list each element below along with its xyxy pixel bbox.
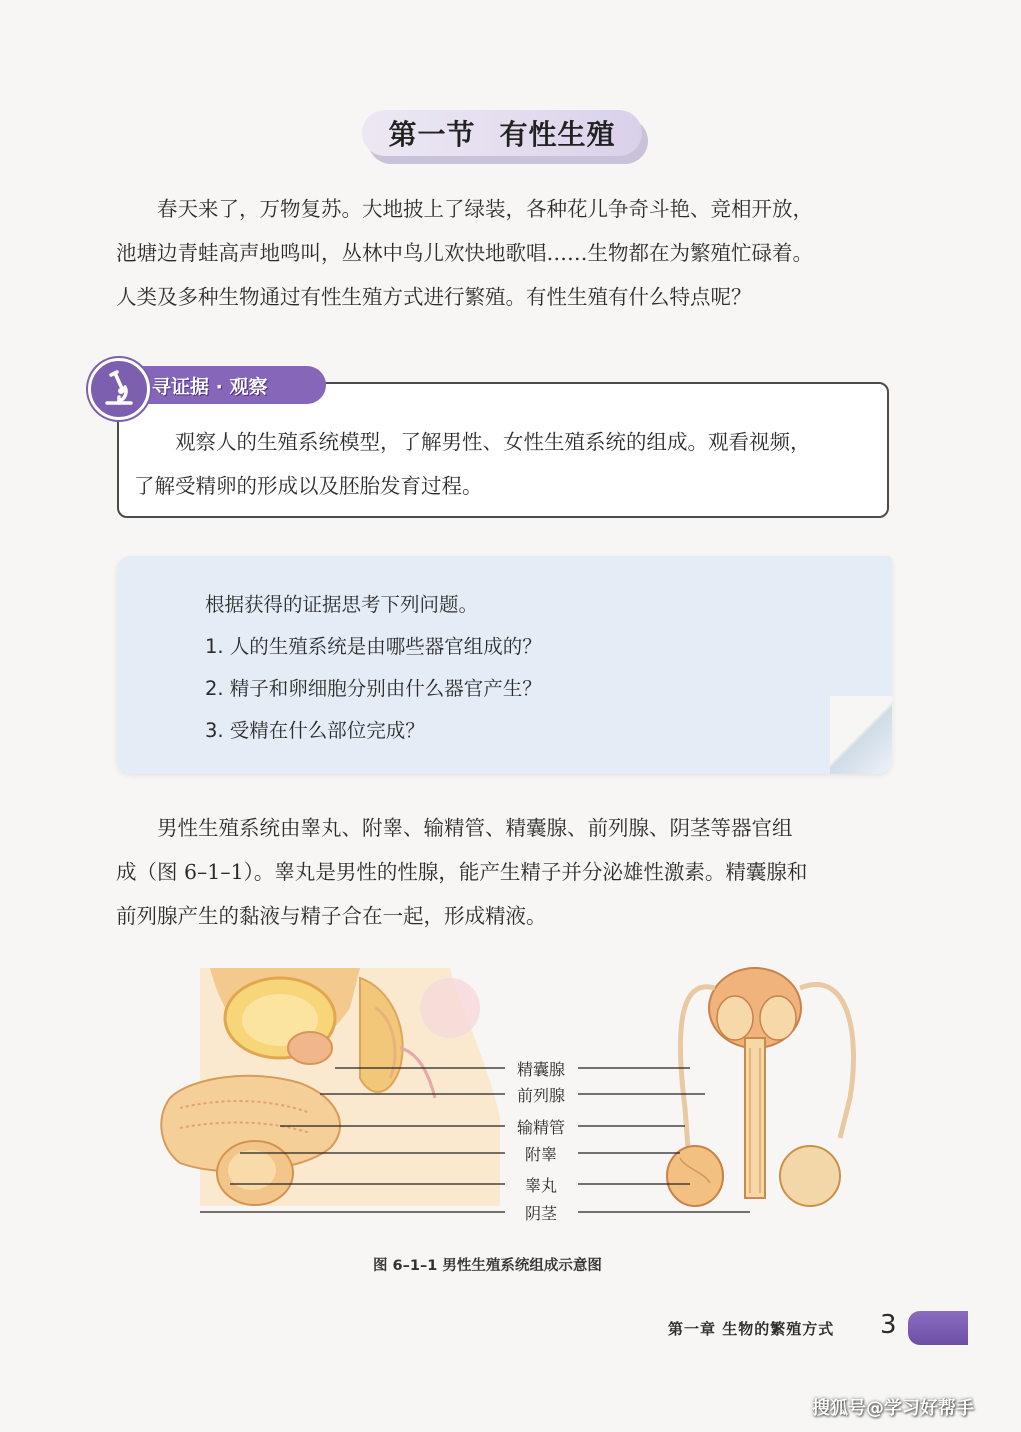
observe-line: 观察人的生殖系统模型，了解男性、女性生殖系统的组成。观看视频，: [175, 430, 811, 454]
footer-accent-bar: [908, 1311, 968, 1345]
label-testis: 睾丸: [525, 1176, 558, 1195]
observe-badge-label: 寻证据 · 观察: [152, 375, 268, 398]
intro-line: 人类及多种生物通过有性生殖方式进行繁殖。有性生殖有什么特点呢？: [116, 285, 752, 309]
body-paragraph: [116, 806, 896, 938]
side-view-illustration: [161, 968, 500, 1206]
observe-text: [134, 420, 874, 508]
section-number: 第一节: [388, 118, 476, 151]
intro-paragraph: [116, 187, 896, 319]
chapter-footer: 第一章 生物的繁殖方式: [668, 1320, 835, 1338]
microscope-icon: [88, 358, 150, 420]
body-line: 男性生殖系统由睾丸、附睾、输精管、精囊腺、前列腺、阴茎等器官组: [157, 816, 793, 840]
question-item: 2. 精子和卵细胞分别由什么器官产生？: [205, 677, 542, 700]
section-title-banner: [362, 110, 648, 162]
label-penis: 阴茎: [525, 1204, 558, 1223]
question-lead: 根据获得的证据思考下列问题。: [205, 593, 479, 616]
question-item: 1. 人的生殖系统是由哪些器官组成的？: [205, 635, 542, 658]
section-title: [362, 110, 642, 156]
observe-line: 了解受精卵的形成以及胚胎发育过程。: [134, 474, 483, 498]
question-list: [205, 584, 805, 752]
front-view-illustration: [667, 968, 853, 1206]
question-item: 3. 受精在什么部位完成？: [205, 719, 425, 742]
body-line: 前列腺产生的黏液与精子合在一起，形成精液。: [116, 904, 547, 928]
page-curl-corner: [830, 696, 892, 774]
intro-line: 春天来了，万物复苏。大地披上了绿装，各种花儿争奇斗艳、竞相开放，: [157, 197, 813, 221]
body-line: 成（图 6–1–1）。睾丸是男性的性腺，能产生精子并分泌雄性激素。精囊腺和: [116, 860, 808, 884]
intro-line: 池塘边青蛙高声地鸣叫，丛林中鸟儿欢快地歌唱……生物都在为繁殖忙碌着。: [116, 241, 813, 265]
observe-badge: [130, 366, 326, 404]
section-name: 有性生殖: [499, 118, 616, 151]
page-number: 3: [880, 1310, 897, 1340]
label-epididymis: 附睾: [525, 1145, 558, 1164]
label-prostate: 前列腺: [517, 1086, 566, 1105]
figure-caption: 图 6–1–1 男性生殖系统组成示意图: [373, 1258, 602, 1274]
anatomy-figure: [160, 948, 880, 1223]
label-seminal-vesicle: 精囊腺: [517, 1060, 566, 1079]
label-vas-deferens: 输精管: [517, 1118, 566, 1137]
watermark: 搜狐号@学习好帮手: [812, 1398, 974, 1419]
